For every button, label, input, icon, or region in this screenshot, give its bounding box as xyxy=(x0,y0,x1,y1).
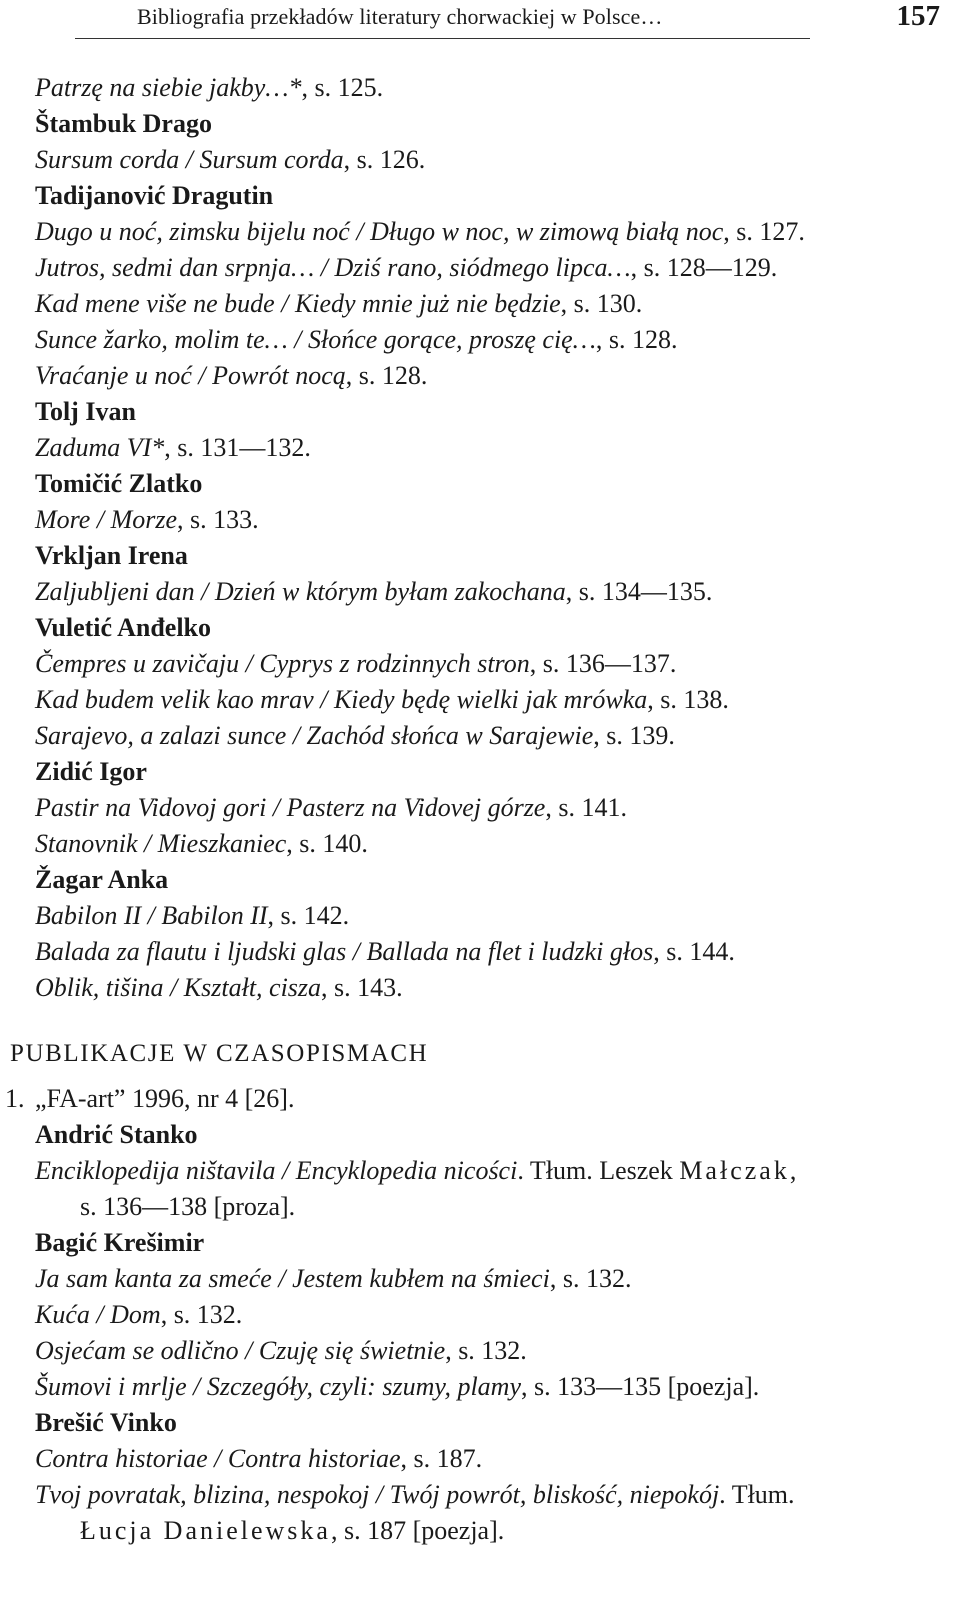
translated-title: Długo w noc, w zimową białą noc xyxy=(370,217,724,246)
original-title: Stanovnik xyxy=(35,829,138,858)
original-title: Patrzę na siebie jakby…* xyxy=(35,73,302,102)
title-separator: / xyxy=(281,1156,290,1185)
bibliography-entry xyxy=(35,970,935,1006)
entry-pages: , s. 136—137. xyxy=(529,649,677,678)
entry-pages: , s. 139. xyxy=(593,721,675,750)
original-title: Kad mene više ne bude xyxy=(35,289,275,318)
translated-title: Czuję się świetnie xyxy=(258,1336,446,1365)
original-title: Sarajevo, a zalazi sunce xyxy=(35,721,287,750)
author-heading: Andrić Stanko xyxy=(35,1120,198,1149)
author-heading: Tadijanović Dragutin xyxy=(35,181,274,210)
original-title: Kad budem velik kao mrav xyxy=(35,685,314,714)
original-title: Dugo u noć, zimsku bijelu noć xyxy=(35,217,350,246)
translated-title: Dom xyxy=(110,1300,161,1329)
author-heading: Brešić Vinko xyxy=(35,1408,177,1437)
bibliography-entry xyxy=(35,430,935,466)
translator-name: Łucja Danielewska xyxy=(80,1516,331,1545)
title-separator: / xyxy=(245,1336,253,1365)
entry-pages: , s. 144. xyxy=(653,937,735,966)
title-separator: / xyxy=(201,577,209,606)
entry-pages: , s. 126. xyxy=(343,145,426,174)
page-number: 157 xyxy=(896,0,940,32)
entry-pages: , s. 132. xyxy=(549,1264,632,1293)
title-separator: / xyxy=(356,217,364,246)
translated-title: Morze xyxy=(110,505,178,534)
title-separator: / xyxy=(96,505,105,534)
translated-title: Szczegóły, czyli: szumy, plamy xyxy=(206,1372,521,1401)
original-title: Zaduma VI* xyxy=(35,433,165,462)
bibliography-entry xyxy=(35,574,935,610)
translated-title: Kształt, cisza xyxy=(183,973,322,1002)
bibliography-entry xyxy=(35,250,935,286)
translated-title: Mieszkaniec xyxy=(157,829,287,858)
entry-pages: , s. 132. xyxy=(160,1300,243,1329)
translated-title: Powrót nocą xyxy=(212,361,346,390)
bibliography-entry xyxy=(35,286,935,322)
bibliography-entry xyxy=(35,1369,935,1405)
title-separator: / xyxy=(170,973,178,1002)
title-separator: / xyxy=(214,1444,222,1473)
entry-pages: , s. 143. xyxy=(321,973,403,1002)
entry-continuation xyxy=(35,1513,935,1549)
translated-title: Babilon II xyxy=(161,901,268,930)
entry-continuation: s. 136—138 [proza]. xyxy=(80,1192,296,1221)
bibliography-entry xyxy=(35,718,935,754)
title-separator: / xyxy=(144,829,152,858)
original-title: More xyxy=(35,505,91,534)
author-heading: Zidić Igor xyxy=(35,757,147,786)
bibliography-entry xyxy=(35,1297,935,1333)
title-separator: / xyxy=(193,1372,201,1401)
title-separator: / xyxy=(352,937,361,966)
author-heading: Žagar Anka xyxy=(35,865,169,894)
entry-pages: , s. 130. xyxy=(560,289,643,318)
original-title: Contra historiae xyxy=(35,1444,208,1473)
author-heading: Bagić Krešimir xyxy=(35,1228,205,1257)
original-title: Oblik, tišina xyxy=(35,973,164,1002)
bibliography-entry xyxy=(35,70,935,106)
entry-note: . Tłum. xyxy=(719,1480,795,1509)
original-title: Ja sam kanta za smeće xyxy=(35,1264,272,1293)
original-title: Sursum corda xyxy=(35,145,180,174)
bibliography-entry xyxy=(35,214,935,250)
title-separator: / xyxy=(245,649,253,678)
translator-name: Małczak xyxy=(679,1156,790,1185)
translated-title: Dzień w którym byłam zakochana xyxy=(214,577,566,606)
title-separator: / xyxy=(320,253,329,282)
entry-pages: , s. 133—135 [poezja]. xyxy=(521,1372,760,1401)
entry-pages: , s. 125. xyxy=(301,73,384,102)
entry-pages: , s. 140. xyxy=(286,829,368,858)
bibliography-entry xyxy=(35,790,935,826)
publication-title-row xyxy=(5,1081,935,1117)
entry-pages: , s. 128. xyxy=(595,325,678,354)
entry-pages: , xyxy=(789,1156,797,1185)
title-separator: / xyxy=(294,325,302,354)
bibliography-entry xyxy=(35,646,935,682)
entry-pages: , s. 187. xyxy=(400,1444,483,1473)
translated-title: Kiedy będę wielki jak mrówka xyxy=(333,685,648,714)
title-separator: / xyxy=(96,1300,104,1329)
title-separator: / xyxy=(278,1264,286,1293)
entry-pages: , s. 142. xyxy=(267,901,350,930)
bibliography-entry xyxy=(35,142,935,178)
page-header xyxy=(75,0,940,40)
title-separator: / xyxy=(281,289,289,318)
entry-pages: , s. 132. xyxy=(445,1336,527,1365)
author-heading: Tolj Ivan xyxy=(35,397,136,426)
translated-title: Dziś rano, siódmego lipca… xyxy=(334,253,631,282)
original-title: Kuća xyxy=(35,1300,90,1329)
title-separator: / xyxy=(198,361,206,390)
original-title: Čempres u zavičaju xyxy=(35,649,240,678)
translated-title: Jestem kubłem na śmieci xyxy=(292,1264,550,1293)
publication-entries xyxy=(35,1117,935,1549)
bibliography-entry xyxy=(35,502,935,538)
author-heading: Vuletić Anđelko xyxy=(35,613,212,642)
original-title: Balada za flautu i ljudski glas xyxy=(35,937,347,966)
translated-title: Kiedy mnie już nie będzie xyxy=(294,289,561,318)
translated-title: Contra historiae xyxy=(227,1444,401,1473)
bibliography-entry xyxy=(35,1333,935,1369)
entry-pages: , s. 141. xyxy=(545,793,627,822)
title-separator: / xyxy=(185,145,193,174)
bibliography-entry xyxy=(35,898,935,934)
original-title: Šumovi i mrlje xyxy=(35,1372,187,1401)
original-title: Zaljubljeni dan xyxy=(35,577,195,606)
translated-title: Ballada na flet i ludzki głos xyxy=(366,937,654,966)
author-heading: Vrkljan Irena xyxy=(35,541,188,570)
publication-number: 1. xyxy=(5,1084,25,1113)
entry-pages: , s. 138. xyxy=(647,685,729,714)
translated-title: Cyprys z rodzinnych stron xyxy=(259,649,530,678)
original-title: Pastir na Vidovoj gori xyxy=(35,793,267,822)
entry-pages: , s. 128—129. xyxy=(630,253,778,282)
translated-title: Pasterz na Vidovej górze xyxy=(286,793,546,822)
publication-title: „FA-art” 1996, nr 4 [26]. xyxy=(35,1084,295,1113)
entry-pages: , s. 187 [poezja]. xyxy=(330,1516,505,1545)
section-heading: PUBLIKACJE W CZASOPISMACH xyxy=(10,1040,429,1067)
bibliography-entry xyxy=(35,1441,935,1477)
translated-title: Twój powrót, bliskość, niepokój xyxy=(389,1480,720,1509)
entry-pages: , s. 127. xyxy=(723,217,805,246)
entry-pages: , s. 131—132. xyxy=(164,433,311,462)
bibliography-entry xyxy=(35,1261,935,1297)
running-head: Bibliografia przekładów literatury chorwackiej w Polsce… xyxy=(137,4,663,29)
bibliography-entry xyxy=(35,934,935,970)
author-heading: Štambuk Drago xyxy=(35,109,212,138)
title-separator: / xyxy=(147,901,155,930)
bibliography-content xyxy=(5,70,935,1549)
entry-pages: , s. 133. xyxy=(177,505,259,534)
translated-title: Sursum corda xyxy=(199,145,344,174)
translated-title: Zachód słońca w Sarajewie xyxy=(306,721,594,750)
entry-pages: , s. 134—135. xyxy=(565,577,713,606)
translated-title: Słońce gorące, proszę cię… xyxy=(307,325,596,354)
original-title: Babilon II xyxy=(35,901,142,930)
entry-pages: , s. 128. xyxy=(345,361,428,390)
bibliography-entry xyxy=(35,682,935,718)
bibliography-entry xyxy=(35,826,935,862)
bibliography-entry xyxy=(35,322,935,358)
bibliography-entry xyxy=(35,358,935,394)
original-title: Jutros, sedmi dan srpnja… xyxy=(35,253,315,282)
original-title: Enciklopedija ništavila xyxy=(35,1156,276,1185)
original-title: Sunce žarko, molim te… xyxy=(35,325,288,354)
translated-title: Encyklopedia nicości xyxy=(295,1156,518,1185)
bibliography-list xyxy=(35,70,935,1006)
bibliography-entry xyxy=(35,1477,935,1513)
bibliography-entry xyxy=(35,1153,935,1189)
title-separator: / xyxy=(292,721,301,750)
title-separator: / xyxy=(320,685,328,714)
original-title: Tvoj povratak, blizina, nespokoj xyxy=(35,1480,370,1509)
title-separator: / xyxy=(375,1480,384,1509)
header-rule xyxy=(75,38,810,39)
entry-note: . Tłum. Leszek xyxy=(517,1156,680,1185)
original-title: Vraćanje u noć xyxy=(35,361,192,390)
author-heading: Tomičić Zlatko xyxy=(35,469,203,498)
title-separator: / xyxy=(272,793,281,822)
original-title: Osjećam se odlično xyxy=(35,1336,239,1365)
